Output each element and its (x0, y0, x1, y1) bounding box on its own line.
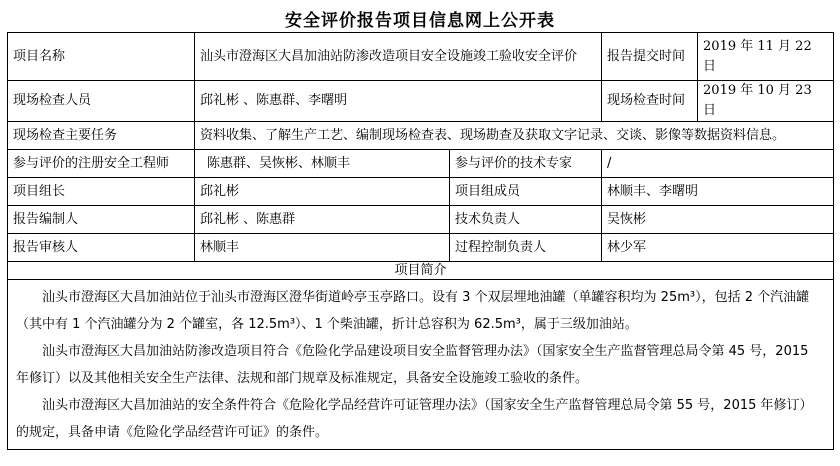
table-row (8, 280, 834, 450)
page-title: 安全评价报告项目信息网上公开表 (285, 11, 555, 31)
intro-paragraph: 汕头市澄海区大昌加油站位于汕头市澄海区澄华街道岭亭玉亭路口。设有 3 个双层埋地油罐（单罐容积均为 25m³），包括 2 个汽油罐（其中有 1 个汽油罐分为 2 个罐室，各 12.5m³）、1 个柴油罐，折计总容积为 62.5m³，属于三级加油站。 (16, 290, 810, 332)
process-lead-value: 林少军 (602, 234, 834, 262)
tech-experts-label: 参与评价的技术专家 (450, 150, 602, 178)
reviewer-label: 报告审核人 (8, 234, 195, 262)
inspectors-value: 邱礼彬 、陈惠群、李曙明 (195, 81, 602, 122)
info-table (7, 32, 834, 450)
tech-experts-value: / (602, 150, 834, 178)
intro-body (8, 280, 834, 450)
inspect-time-value: 2019 年 10 月 23 日 (698, 81, 834, 122)
table-row (8, 150, 834, 178)
compiler-label: 报告编制人 (8, 206, 195, 234)
project-name-label: 项目名称 (8, 33, 195, 81)
table-row (8, 234, 834, 262)
tech-lead-label: 技术负责人 (450, 206, 602, 234)
team-members-value: 林顺丰、李曙明 (602, 178, 834, 206)
project-name-value: 汕头市澄海区大昌加油站防渗改造项目安全设施竣工验收安全评价 (195, 33, 602, 81)
submit-time-value: 2019 年 11 月 22 日 (698, 33, 834, 81)
team-members-label: 项目组成员 (450, 178, 602, 206)
table-row (8, 262, 834, 280)
main-tasks-value: 资料收集、了解生产工艺、编制现场检查表、现场勘查及获取文字记录、交谈、影像等数据资料信息。 (195, 122, 834, 150)
reviewer-value: 林顺丰 (195, 234, 450, 262)
main-tasks-label: 现场检查主要任务 (8, 122, 195, 150)
table-row (8, 33, 834, 81)
team-leader-value: 邱礼彬 (195, 178, 450, 206)
intro-paragraph: 汕头市澄海区大昌加油站防渗改造项目符合《危险化学品建设项目安全监督管理办法》（国家安全生产监督管理总局令第 45 号，2015 年修订）以及其他相关安全生产法律、法规和部门规章及标准规定，具备安全设施竣工验收的条件。 (16, 344, 809, 386)
process-lead-label: 过程控制负责人 (450, 234, 602, 262)
table-row (8, 178, 834, 206)
tech-lead-value: 吴恢彬 (602, 206, 834, 234)
submit-time-label: 报告提交时间 (602, 33, 698, 81)
table-row (8, 122, 834, 150)
team-leader-label: 项目组长 (8, 178, 195, 206)
intro-paragraph: 汕头市澄海区大昌加油站的安全条件符合《危险化学品经营许可证管理办法》（国家安全生产监督管理总局令第 55 号，2015 年修订）的规定，具备申请《危险化学品经营许可证》的条件。 (16, 398, 813, 440)
inspectors-label: 现场检查人员 (8, 81, 195, 122)
reg-engineers-label: 参与评价的注册安全工程师 (8, 150, 195, 178)
table-row (8, 206, 834, 234)
inspect-time-label: 现场检查时间 (602, 81, 698, 122)
reg-engineers-value: 陈惠群、吴恢彬、林顺丰 (195, 150, 450, 178)
table-row (8, 81, 834, 122)
compiler-value: 邱礼彬 、陈惠群 (195, 206, 450, 234)
intro-heading: 项目简介 (8, 262, 834, 280)
